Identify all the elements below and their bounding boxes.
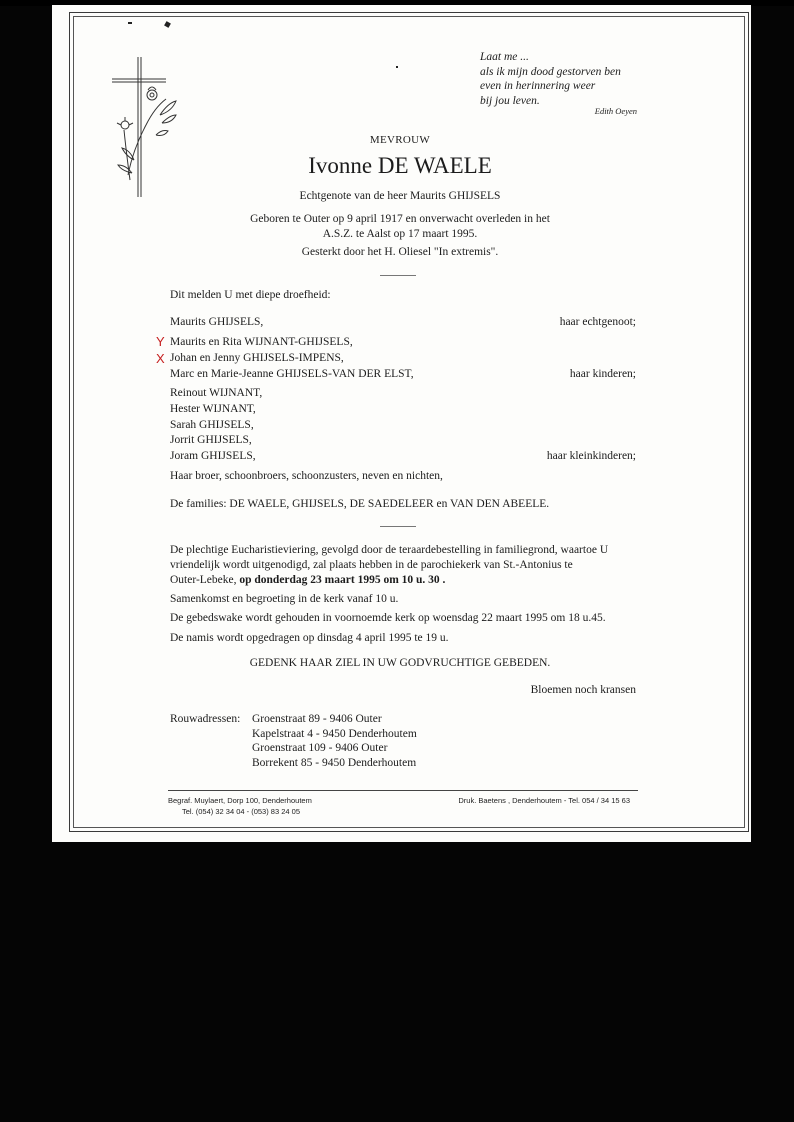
ceremony-line-2: vriendelijk wordt uitgenodigd, zal plaats hebben in de parochiekerk van St.-Antonius te xyxy=(170,559,573,571)
vigil-line: De gebedswake wordt gehouden in voornoemde kerk op woensdag 22 maart 1995 om 18 u.45. xyxy=(170,612,606,624)
ceremony-line-1: De plechtige Eucharistieviering, gevolgd door de teraardebestelling in familiegrond, waartoe U xyxy=(170,544,609,556)
printer-credit: Druk. Baetens , Denderhoutem - Tel. 054 / 34 15 63 xyxy=(458,796,630,805)
families-line: De families: DE WAELE, GHIJSELS, DE SAEDELEER en VAN DEN ABEELE. xyxy=(170,498,550,510)
husband-name: Maurits GHIJSELS, xyxy=(170,316,264,328)
prayer-line: GEDENK HAAR ZIEL IN UW GODVRUCHTIGE GEBEDEN. xyxy=(249,657,551,669)
poem xyxy=(480,50,621,108)
children-role: haar kinderen; xyxy=(569,368,636,380)
address-item: Groenstraat 89 - 9406 Outer xyxy=(252,713,382,725)
birth-line-1: Geboren te Outer op 9 april 1917 en onverwacht overleden in het xyxy=(250,213,550,225)
ceremony-place: Outer-Lebeke, xyxy=(170,574,240,586)
sacrament-line: Gesterkt door het H. Oliesel "In extremis". xyxy=(301,246,499,258)
handwritten-mark: Y xyxy=(156,334,165,349)
grandchild-name: Joram GHIJSELS, xyxy=(170,450,256,462)
handwritten-mark: X xyxy=(156,351,165,366)
ceremony-datetime: op donderdag 23 maart 1995 om 10 u. 30 . xyxy=(239,574,446,586)
funeral-home-phone: Tel. (054) 32 34 04 - (053) 83 24 05 xyxy=(182,807,300,816)
footer-divider xyxy=(168,790,638,791)
mass-line: De namis wordt opgedragen op dinsdag 4 april 1995 te 19 u. xyxy=(170,632,449,644)
poem-line: even in herinnering weer xyxy=(480,80,596,92)
poem-line: Laat me ... xyxy=(480,51,529,63)
grandchild-name: Hester WIJNANT, xyxy=(170,403,256,415)
announcement: Dit melden U met diepe droefheid: xyxy=(170,289,331,301)
poem-line: bij jou leven. xyxy=(480,94,540,107)
divider xyxy=(380,526,416,527)
ceremony-line-3 xyxy=(170,573,445,588)
other-relatives: Haar broer, schoonbroers, schoonzusters, neven en nichten, xyxy=(170,470,443,482)
funeral-home: Begraf. Muylaert, Dorp 100, Denderhoutem xyxy=(168,796,312,805)
poem-line: als ik mijn dood gestorven ben xyxy=(480,65,621,78)
salutation: MEVROUW xyxy=(369,134,431,146)
speck xyxy=(396,66,398,68)
address-item: Kapelstraat 4 - 9450 Denderhoutem xyxy=(252,728,417,740)
divider xyxy=(380,275,416,276)
husband-role: haar echtgenoot; xyxy=(559,316,636,328)
address-item: Groenstraat 109 - 9406 Outer xyxy=(252,742,388,754)
poem-author: Edith Oeyen xyxy=(594,106,637,116)
grandchild-name: Sarah GHIJSELS, xyxy=(170,419,254,431)
flowers-note: Bloemen noch kransen xyxy=(530,684,636,696)
deceased-name: Ivonne DE WAELE xyxy=(308,153,492,178)
grandchild-name: Reinout WIJNANT, xyxy=(170,387,263,399)
cross-flower-icon xyxy=(108,55,188,200)
spouse-line: Echtgenote van de heer Maurits GHIJSELS xyxy=(299,190,501,202)
meeting-line: Samenkomst en begroeting in de kerk vanaf 10 u. xyxy=(170,593,399,605)
speck xyxy=(128,22,132,24)
child-name: Johan en Jenny GHIJSELS-IMPENS, xyxy=(170,352,344,364)
birth-line-2: A.S.Z. te Aalst op 17 maart 1995. xyxy=(322,228,478,240)
addresses-label: Rouwadressen: xyxy=(170,713,241,725)
child-name: Marc en Marie-Jeanne GHIJSELS-VAN DER ELST, xyxy=(170,368,414,380)
address-item: Borrekent 85 - 9450 Denderhoutem xyxy=(252,757,417,769)
child-name: Maurits en Rita WIJNANT-GHIJSELS, xyxy=(170,336,353,348)
grandchild-name: Jorrit GHIJSELS, xyxy=(170,434,252,446)
grandchildren-role: haar kleinkinderen; xyxy=(546,450,636,462)
